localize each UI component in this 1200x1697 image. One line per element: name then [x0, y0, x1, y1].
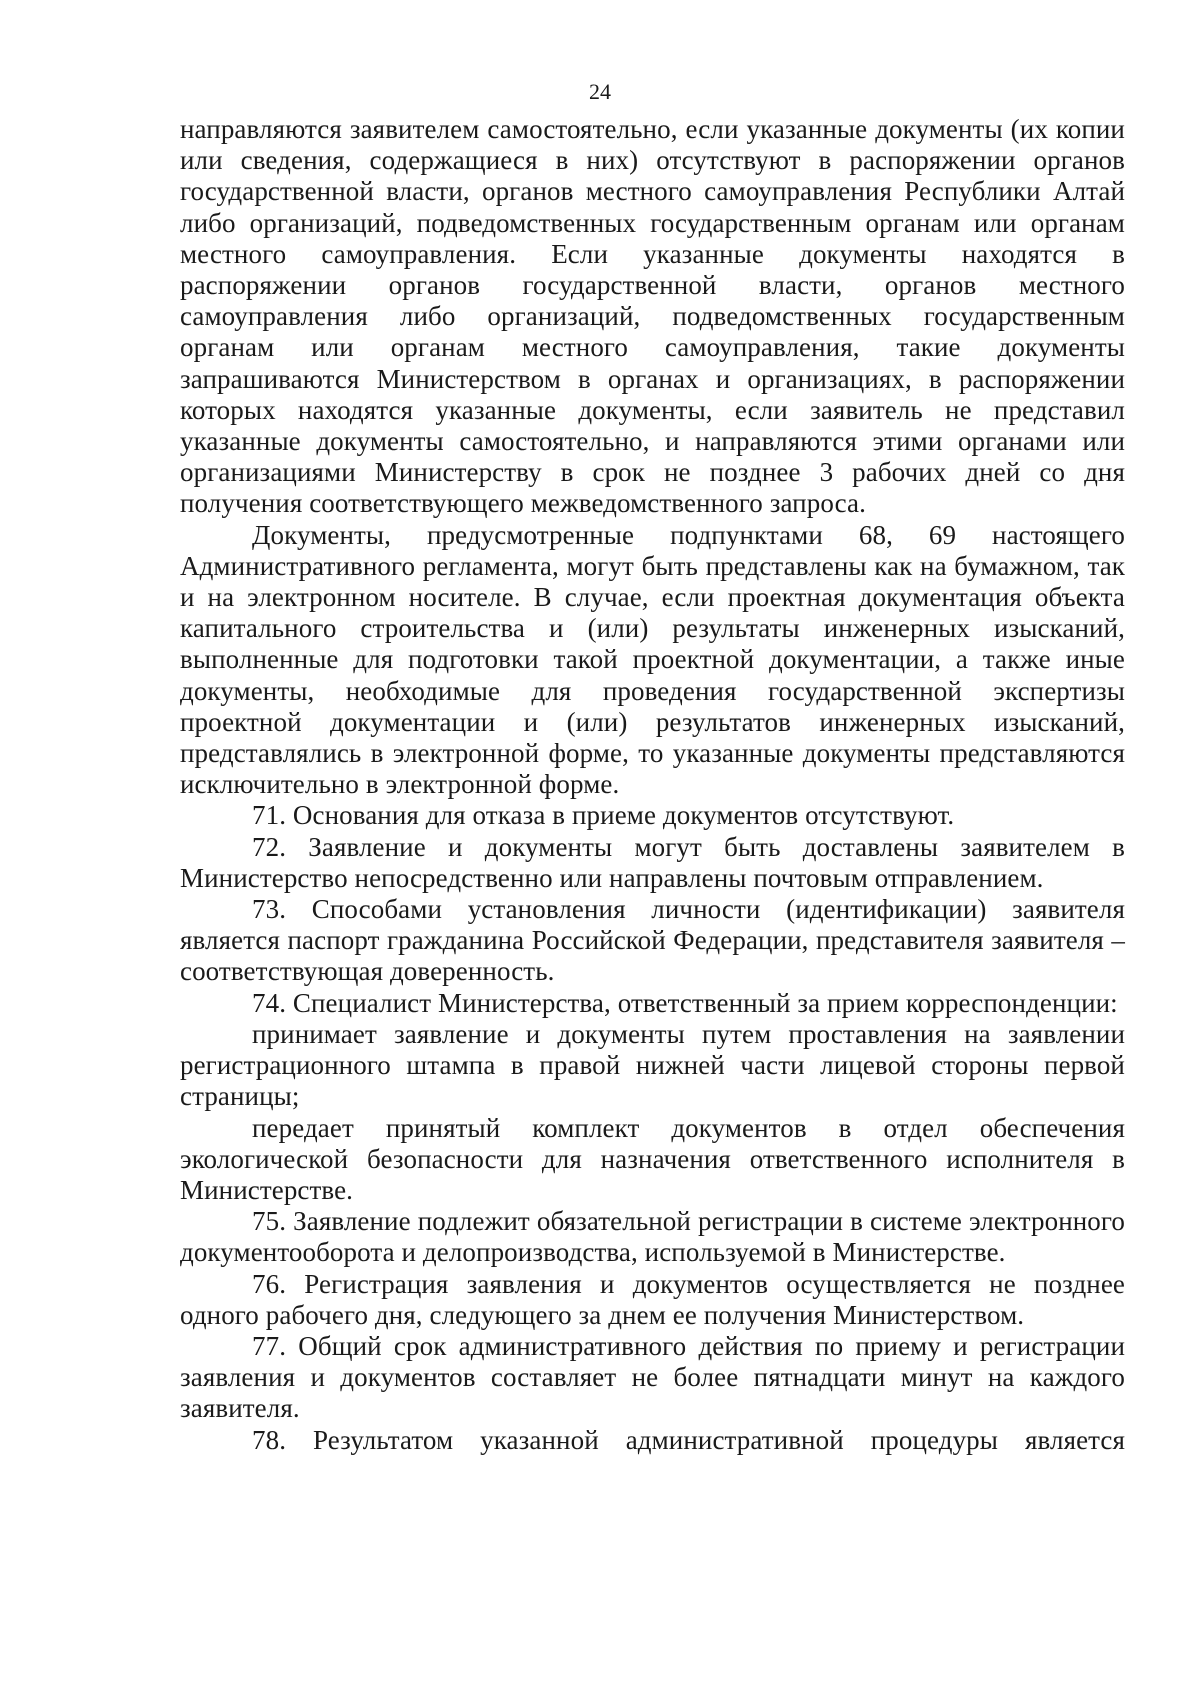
- paragraph-73: 73. Способами установления личности (идентификации) заявителя является паспорт гражданина Российской Федерации, представителя заявителя – соответствующая доверенность.: [180, 894, 1125, 987]
- paragraph-72: 72. Заявление и документы могут быть доставлены заявителем в Министерство непосредственно или направлены почтовым отправлением.: [180, 831, 1125, 893]
- paragraph-continuation: направляются заявителем самостоятельно, если указанные документы (их копии или сведения, содержащиеся в них) отсутствуют в распоряжении органов государственной власти, органов местного самоуправления Республики Алтай либо организаций, подведомственных государственным органам или органам местного самоуправления. Если указанные документы находятся в распоряжении органов государственной власти, органов местного самоуправления либо организаций, подведомственных государственным органам или органам местного самоуправления, такие документы запрашиваются Министерством в органах и организациях, в распоряжении которых находятся указанные документы, если заявитель не представил указанные документы самостоятельно, и направляются этими органами или организациями Министерству в срок не позднее 3 рабочих дней со дня получения соответствующего межведомственного запроса.: [180, 114, 1125, 519]
- paragraph-78: 78. Результатом указанной административной процедуры является: [252, 1424, 1125, 1455]
- paragraph-77: 77. Общий срок административного действия по приему и регистрации заявления и документов составляет не более пятнадцати минут на каждого заявителя.: [180, 1330, 1125, 1424]
- paragraph-71: 71. Основания для отказа в приеме документов отсутствуют.: [252, 800, 955, 831]
- paragraph-76: 76. Регистрация заявления и документов осуществляется не позднее одного рабочего дня, следующего за днем ее получения Министерством.: [180, 1268, 1125, 1330]
- page-number: 24: [589, 79, 611, 104]
- paragraph-75: 75. Заявление подлежит обязательной регистрации в системе электронного документооборота и делопроизводства, используемой в Министерстве.: [180, 1206, 1125, 1268]
- paragraph-74-item-2: передает принятый комплект документов в отдел обеспечения экологической безопасности для назначения ответственного исполнителя в Министерстве.: [180, 1112, 1125, 1205]
- paragraph-74-item-1: принимает заявление и документы путем проставления на заявлении регистрационного штампа в правой нижней части лицевой стороны первой страницы;: [180, 1018, 1125, 1112]
- document-body: [180, 114, 1125, 1456]
- paragraph-74: 74. Специалист Министерства, ответственный за прием корреспонденции:: [252, 987, 1118, 1018]
- paragraph-documents: Документы, предусмотренные подпунктами 68, 69 настоящего Административного регламента, могут быть представлены как на бумажном, так и на электронном носителе. В случае, если проектная документация объекта капитального строительства и (или) результаты инженерных изысканий, выполненные для подготовки такой проектной документации, а также иные документы, необходимые для проведения государственной экспертизы проектной документации и (или) результатов инженерных изысканий, представлялись в электронной форме, то указанные документы представляются исключительно в электронной форме.: [180, 519, 1125, 800]
